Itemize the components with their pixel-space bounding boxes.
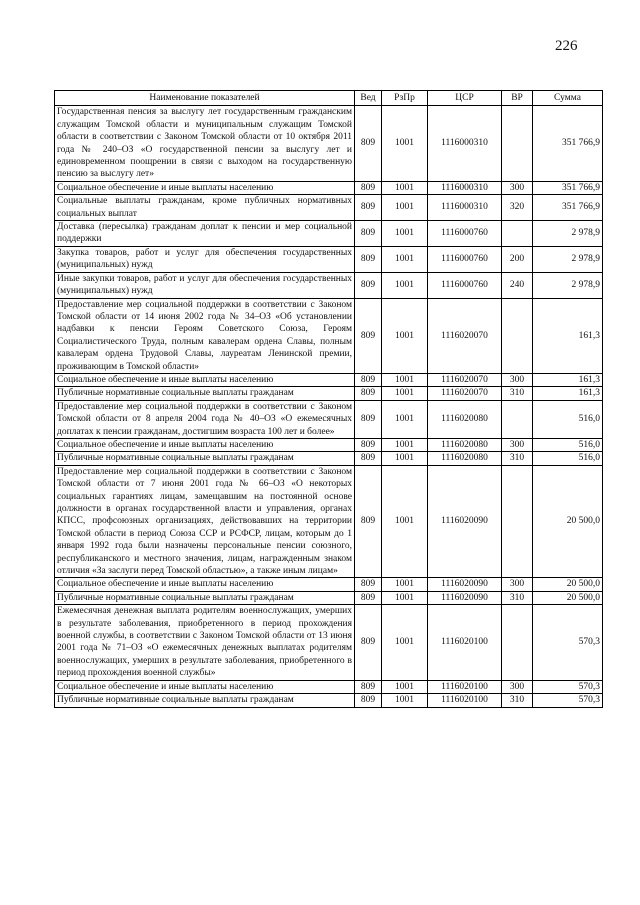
table-row (55, 106, 603, 181)
cell-name: Предоставление мер социальной поддержки в соответствии с Законом Томской области от 14 июня 2002 года № 34–ОЗ «Об установлении надбавки к пенсии Героям Советского Союза, Героям Социалистического Труда, полным кавалерам ордена Славы, полным кавалерам ордена Трудовой Славы, лауреатам Ленинской премии, проживающим в Томской области» (55, 298, 355, 373)
cell-ved: 809 (355, 694, 382, 707)
table-row (55, 246, 603, 272)
cell-sum: 516,0 (533, 438, 603, 451)
cell-name: Социальное обеспечение и иные выплаты населению (55, 680, 355, 693)
cell-sum: 20 500,0 (533, 578, 603, 591)
table-row (55, 591, 603, 604)
col-header-name: Наименование показателей (55, 91, 355, 106)
cell-csr: 1116020080 (428, 400, 502, 438)
table-row (55, 605, 603, 680)
cell-csr: 1116020090 (428, 578, 502, 591)
cell-csr: 1116000310 (428, 195, 502, 221)
cell-rzpr: 1001 (382, 400, 428, 438)
cell-name: Социальное обеспечение и иные выплаты населению (55, 181, 355, 194)
cell-csr: 1116020070 (428, 387, 502, 400)
cell-csr: 1116020090 (428, 591, 502, 604)
cell-rzpr: 1001 (382, 694, 428, 707)
cell-csr: 1116000760 (428, 221, 502, 247)
cell-name: Социальное обеспечение и иные выплаты населению (55, 373, 355, 386)
cell-rzpr: 1001 (382, 181, 428, 194)
cell-name: Закупка товаров, работ и услуг для обеспечения государственных (муниципальных) нужд (55, 246, 355, 272)
cell-vr: 300 (502, 438, 533, 451)
cell-rzpr: 1001 (382, 246, 428, 272)
cell-vr (502, 605, 533, 680)
cell-sum: 20 500,0 (533, 465, 603, 578)
cell-sum: 570,3 (533, 605, 603, 680)
cell-csr: 1116000310 (428, 181, 502, 194)
cell-rzpr: 1001 (382, 438, 428, 451)
cell-name: Доставка (пересылка) гражданам доплат к пенсии и мер социальной поддержки (55, 221, 355, 247)
cell-sum: 2 978,9 (533, 246, 603, 272)
table-row (55, 438, 603, 451)
cell-rzpr: 1001 (382, 465, 428, 578)
cell-ved: 809 (355, 106, 382, 181)
cell-sum: 351 766,9 (533, 106, 603, 181)
cell-csr: 1116000760 (428, 272, 502, 298)
col-header-rzpr: РзПр (382, 91, 428, 106)
table-row (55, 452, 603, 465)
cell-ved: 809 (355, 246, 382, 272)
cell-rzpr: 1001 (382, 680, 428, 693)
cell-vr: 300 (502, 373, 533, 386)
cell-name: Публичные нормативные социальные выплаты гражданам (55, 452, 355, 465)
cell-csr: 1116020070 (428, 373, 502, 386)
cell-ved: 809 (355, 578, 382, 591)
cell-ved: 809 (355, 298, 382, 373)
cell-csr: 1116020070 (428, 298, 502, 373)
cell-vr (502, 298, 533, 373)
cell-ved: 809 (355, 605, 382, 680)
cell-sum: 570,3 (533, 694, 603, 707)
col-header-vr: ВР (502, 91, 533, 106)
cell-sum: 161,3 (533, 387, 603, 400)
cell-name: Государственная пенсия за выслугу лет государственным гражданским служащим Томской области и муниципальным служащим Томской области в соответствии с Законом Томской области от 10 октября 2011 года № 240–ОЗ «О государственной пенсии за выслугу лет и единовременном поощрении в связи с выходом на государственную пенсию за выслугу лет» (55, 106, 355, 181)
cell-name: Предоставление мер социальной поддержки в соответствии с Законом Томской области от 7 июня 2001 года № 66–ОЗ «О некоторых социальных гарантиях лицам, замещавшим на постоянной основе должности в органах государственной власти и управления, органах КПСС, профсоюзных организациях, действовавших на территории Томской области в период Союза ССР и РСФСР, лицам, которым до 1 января 1992 года были назначены персональные пенсии союзного, республиканского и местного значения, лицам, награжденным знаком отличия «За заслуги перед Томской областью», а также иным лицам» (55, 465, 355, 578)
cell-rzpr: 1001 (382, 578, 428, 591)
table-row (55, 298, 603, 373)
cell-sum: 516,0 (533, 400, 603, 438)
cell-sum: 161,3 (533, 298, 603, 373)
cell-name: Ежемесячная денежная выплата родителям военнослужащих, умерших в результате заболевания, приобретенного в период прохождения военной службы, в соответствии с Законом Томской области от 13 июня 2001 года № 71–ОЗ «О ежемесячных денежных выплатах родителям военнослужащих, умерших в результате заболевания, приобретенного в период прохождения военной службы» (55, 605, 355, 680)
table-row (55, 373, 603, 386)
cell-csr: 1116020100 (428, 694, 502, 707)
cell-ved: 809 (355, 272, 382, 298)
cell-rzpr: 1001 (382, 106, 428, 181)
cell-vr: 310 (502, 694, 533, 707)
cell-vr (502, 465, 533, 578)
cell-sum: 351 766,9 (533, 181, 603, 194)
cell-ved: 809 (355, 591, 382, 604)
table-header-row (55, 91, 603, 106)
cell-name: Социальные выплаты гражданам, кроме публичных нормативных социальных выплат (55, 195, 355, 221)
cell-csr: 1116000760 (428, 246, 502, 272)
cell-ved: 809 (355, 373, 382, 386)
cell-vr: 310 (502, 452, 533, 465)
cell-rzpr: 1001 (382, 452, 428, 465)
table-row (55, 578, 603, 591)
cell-ved: 809 (355, 181, 382, 194)
cell-vr (502, 400, 533, 438)
table-row (55, 272, 603, 298)
cell-vr (502, 221, 533, 247)
cell-vr (502, 106, 533, 181)
table-row (55, 680, 603, 693)
cell-csr: 1116020080 (428, 438, 502, 451)
cell-sum: 20 500,0 (533, 591, 603, 604)
cell-ved: 809 (355, 438, 382, 451)
cell-rzpr: 1001 (382, 605, 428, 680)
col-header-csr: ЦСР (428, 91, 502, 106)
page-number: 226 (555, 38, 578, 54)
cell-vr: 310 (502, 387, 533, 400)
cell-ved: 809 (355, 452, 382, 465)
table-row (55, 400, 603, 438)
cell-ved: 809 (355, 387, 382, 400)
cell-rzpr: 1001 (382, 387, 428, 400)
cell-rzpr: 1001 (382, 591, 428, 604)
table-row (55, 465, 603, 578)
table-row (55, 195, 603, 221)
cell-sum: 570,3 (533, 680, 603, 693)
cell-ved: 809 (355, 221, 382, 247)
cell-rzpr: 1001 (382, 298, 428, 373)
cell-csr: 1116020100 (428, 680, 502, 693)
cell-vr: 310 (502, 591, 533, 604)
table-row (55, 694, 603, 707)
cell-csr: 1116020080 (428, 452, 502, 465)
cell-vr: 240 (502, 272, 533, 298)
cell-ved: 809 (355, 465, 382, 578)
cell-sum: 516,0 (533, 452, 603, 465)
cell-name: Социальное обеспечение и иные выплаты населению (55, 578, 355, 591)
cell-name: Публичные нормативные социальные выплаты гражданам (55, 694, 355, 707)
cell-vr: 320 (502, 195, 533, 221)
cell-rzpr: 1001 (382, 373, 428, 386)
cell-vr: 300 (502, 181, 533, 194)
table-row (55, 181, 603, 194)
table-row (55, 221, 603, 247)
cell-rzpr: 1001 (382, 272, 428, 298)
col-header-sum: Сумма (533, 91, 603, 106)
cell-rzpr: 1001 (382, 195, 428, 221)
col-header-ved: Вед (355, 91, 382, 106)
cell-sum: 351 766,9 (533, 195, 603, 221)
cell-ved: 809 (355, 680, 382, 693)
cell-name: Иные закупки товаров, работ и услуг для обеспечения государственных (муниципальных) нужд (55, 272, 355, 298)
cell-ved: 809 (355, 400, 382, 438)
cell-name: Социальное обеспечение и иные выплаты населению (55, 438, 355, 451)
cell-csr: 1116000310 (428, 106, 502, 181)
cell-vr: 300 (502, 578, 533, 591)
cell-name: Публичные нормативные социальные выплаты гражданам (55, 387, 355, 400)
cell-name: Предоставление мер социальной поддержки в соответствии с Законом Томской области от 8 апреля 2004 года № 40–ОЗ «О ежемесячных доплатах к пенсии гражданам, достигшим возраста 100 лет и более» (55, 400, 355, 438)
cell-ved: 809 (355, 195, 382, 221)
cell-sum: 2 978,9 (533, 272, 603, 298)
cell-rzpr: 1001 (382, 221, 428, 247)
cell-sum: 2 978,9 (533, 221, 603, 247)
table-row (55, 387, 603, 400)
cell-name: Публичные нормативные социальные выплаты гражданам (55, 591, 355, 604)
budget-table (54, 90, 603, 708)
cell-vr: 200 (502, 246, 533, 272)
cell-csr: 1116020090 (428, 465, 502, 578)
cell-sum: 161,3 (533, 373, 603, 386)
cell-vr: 300 (502, 680, 533, 693)
cell-csr: 1116020100 (428, 605, 502, 680)
